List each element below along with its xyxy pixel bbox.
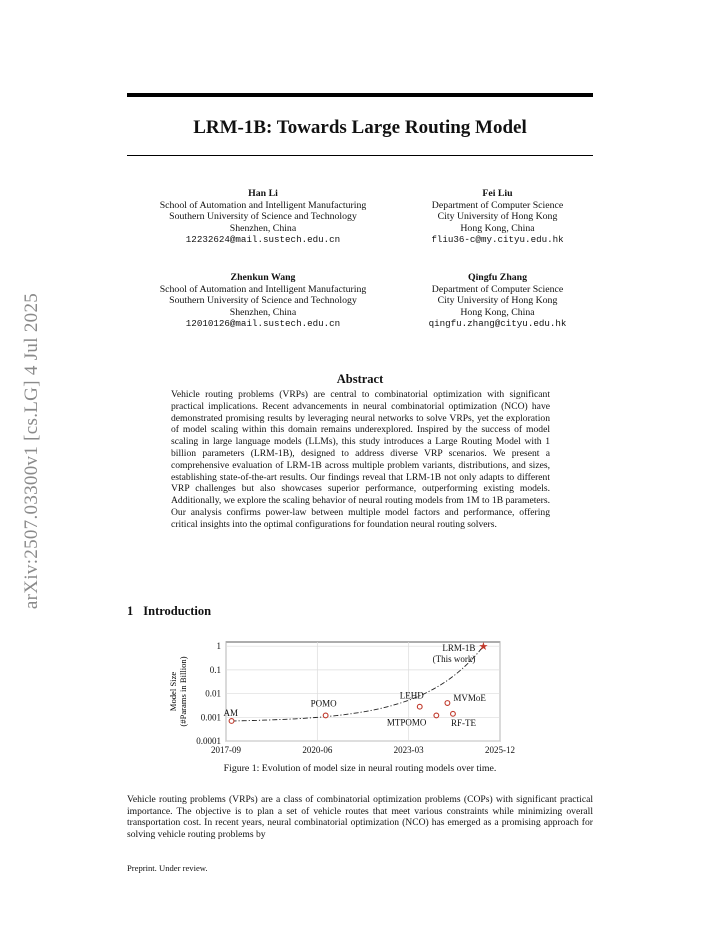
author-city: Shenzhen, China	[229, 222, 297, 234]
data-point-label: LRM-1B	[442, 643, 476, 654]
data-point-label: MTPOMO	[386, 717, 427, 728]
data-point	[323, 713, 328, 718]
data-point	[451, 711, 456, 716]
author-name: Han Li	[248, 188, 278, 199]
author-block	[138, 188, 388, 246]
author-city: Shenzhen, China	[229, 306, 297, 318]
data-point-label: RF-TE	[450, 717, 476, 728]
section-heading	[127, 604, 211, 619]
author-city: Hong Kong, China	[460, 222, 535, 234]
y-axis-label-unit: (#Params in Billion)	[178, 656, 188, 727]
figure-1	[160, 633, 520, 763]
author-affiliation: Department of Computer Science	[431, 283, 564, 295]
title-bottom-rule	[127, 155, 593, 156]
section-number: 1	[127, 604, 134, 618]
author-affiliation: School of Automation and Intelligent Manufacturing	[159, 283, 367, 295]
author-affiliation: City University of Hong Kong	[437, 295, 558, 306]
author-affiliation: City University of Hong Kong	[437, 211, 558, 222]
author-email[interactable]: 12010126@mail.sustech.edu.cn	[185, 318, 341, 329]
y-tick-label: 0.0001	[196, 736, 221, 746]
y-tick-label: 1	[216, 641, 221, 652]
data-point	[434, 713, 439, 718]
data-point-star: ★	[478, 641, 489, 654]
author-affiliation: Southern University of Science and Technology	[169, 211, 357, 222]
author-email[interactable]: fliu36-c@my.cityu.edu.hk	[431, 234, 564, 245]
section-title: Introduction	[143, 604, 212, 618]
model-size-chart	[160, 633, 520, 763]
y-tick-label: 0.1	[209, 664, 221, 675]
abstract-body: Vehicle routing problems (VRPs) are central to combinatorial optimization with significant practical implications. Recent advancements in neural combinatorial optimization (NCO) have demonstrated promising results by leveraging neural networks to solve VRPs, yet the exploration of model scaling within this domain remains underexplored. Inspired by the success of model scaling in large language models (LLMs), this study introduces a Large Routing Model with 1 billion parameters (LRM-1B), designed to address diverse VRP scenarios. We present a comprehensive evaluation of LRM-1B across multiple problem variants, distributions, and sizes, establishing state-of-the-art results. Our findings reveal that LRM-1B not only adapts to different VRP challenges but also showcases superior performance, outperforming existing models. Additionally, we explore the scaling behavior of neural routing models from 1M to 1B parameters. Our analysis confirms power-law between multiple model factors and performance, offering critical insights into the optimal configurations for foundation neural routing solvers.	[171, 389, 550, 530]
footer-note: Preprint. Under review.	[127, 863, 208, 873]
data-point	[229, 719, 234, 724]
data-point-label: MVMoE	[453, 693, 486, 704]
intro-paragraph: Vehicle routing problems (VRPs) are a class of combinatorial optimization problems (COPs) with significant practical importance. The objective is to plan a set of vehicle routes that meet various constraints while minimizing overall transportation cost. In recent years, neural combinatorial optimization (NCO) has emerged as a promising approach for solving vehicle routing problems by	[127, 794, 593, 840]
author-block	[400, 188, 595, 246]
data-point-sublabel: (This work)	[432, 654, 476, 665]
author-name: Fei Liu	[482, 188, 513, 199]
title-top-rule	[127, 93, 593, 97]
author-name: Qingfu Zhang	[467, 272, 528, 283]
y-tick-label: 0.01	[205, 688, 221, 699]
data-point-label: LEHD	[399, 690, 424, 701]
author-city: Hong Kong, China	[460, 306, 535, 318]
x-tick-label: 2025-12	[485, 745, 515, 755]
x-tick-label: 2020-06	[302, 745, 333, 755]
data-point	[445, 701, 450, 706]
author-affiliation: Department of Computer Science	[431, 199, 564, 211]
y-axis-label: Model Size	[168, 671, 178, 712]
author-email[interactable]: qingfu.zhang@cityu.edu.hk	[428, 318, 567, 329]
x-tick-label: 2017-09	[211, 745, 241, 755]
author-name: Zhenkun Wang	[230, 272, 296, 283]
figure-caption: Figure 1: Evolution of model size in neural routing models over time.	[223, 763, 497, 774]
data-point	[417, 704, 422, 709]
abstract-heading: Abstract	[336, 372, 384, 386]
author-email[interactable]: 12232624@mail.sustech.edu.cn	[185, 234, 341, 245]
y-tick-label: 0.001	[200, 712, 221, 723]
data-point-label: POMO	[310, 698, 337, 709]
author-block	[400, 272, 595, 330]
x-tick-label: 2023-03	[393, 745, 424, 755]
author-block	[138, 272, 388, 330]
arxiv-side-stamp: arXiv:2507.03300v1 [cs.LG] 4 Jul 2025	[21, 292, 42, 610]
paper-title: LRM-1B: Towards Large Routing Model	[193, 117, 527, 138]
author-affiliation: Southern University of Science and Technology	[169, 295, 357, 306]
data-point-label: AM	[223, 707, 239, 718]
author-affiliation: School of Automation and Intelligent Manufacturing	[159, 199, 367, 211]
